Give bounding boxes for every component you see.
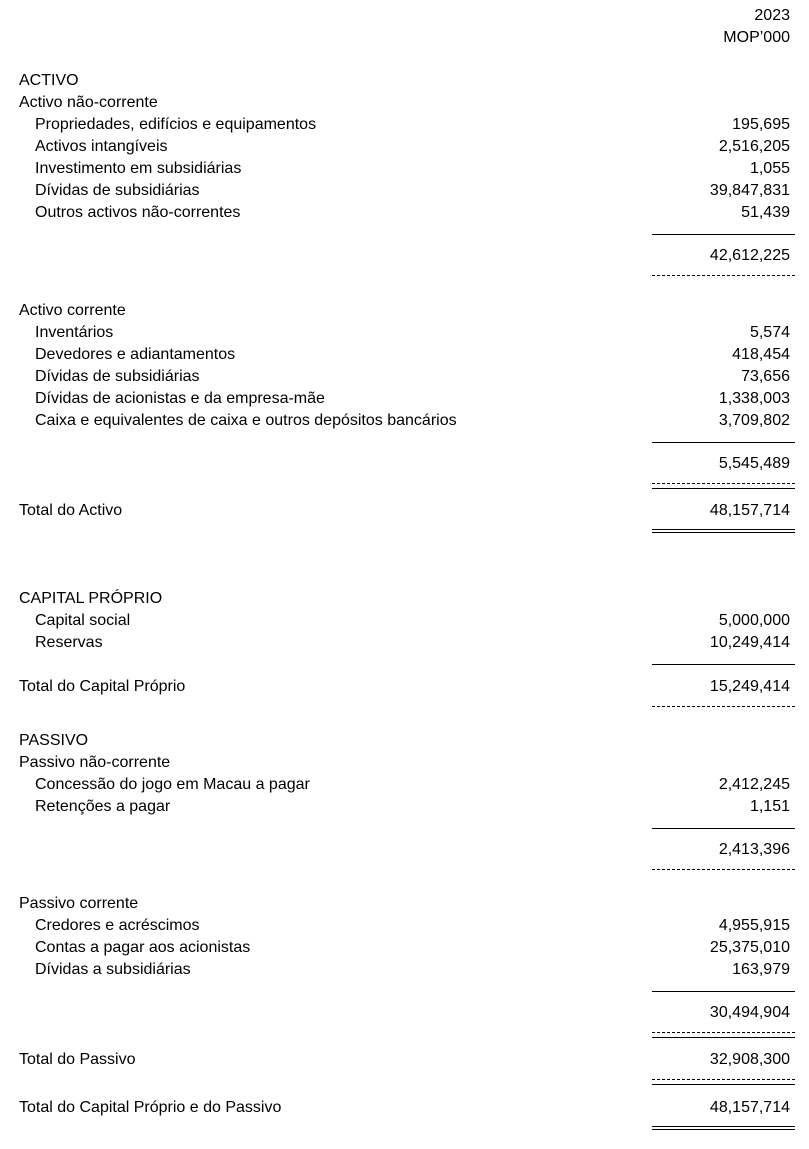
total-equity-label: Total do Capital Próprio — [19, 678, 186, 695]
subsection-heading-non-current-assets — [0, 92, 809, 114]
row-value: 1,338,003 — [718, 390, 790, 407]
row-value: 3,709,802 — [718, 412, 790, 429]
row-label: Reservas — [35, 634, 103, 651]
non-current-assets-title: Activo não-corrente — [19, 94, 158, 111]
equity-title: CAPITAL PRÓPRIO — [19, 590, 163, 607]
row-value: 2,516,205 — [718, 138, 790, 155]
subtotal-row-current-assets — [0, 453, 809, 475]
dashed-rule — [652, 869, 795, 870]
dashed-rule — [652, 483, 795, 484]
total-liabilities-value: 32,908,300 — [709, 1051, 790, 1068]
row-value: 418,454 — [732, 346, 790, 363]
table-row — [0, 915, 809, 937]
grand-total-label: Total do Capital Próprio e do Passivo — [19, 1099, 282, 1116]
row-value: 5,574 — [749, 324, 790, 341]
row-value: 51,439 — [741, 204, 790, 221]
table-row — [0, 366, 809, 388]
non-current-liabilities-title: Passivo não-corrente — [19, 754, 171, 771]
row-value: 1,055 — [749, 160, 790, 177]
row-label: Retenções a pagar — [35, 798, 171, 815]
table-row — [0, 180, 809, 202]
total-rule — [652, 488, 795, 489]
row-value: 2,412,245 — [718, 776, 790, 793]
liabilities-title: PASSIVO — [19, 732, 89, 749]
total-row-equity — [0, 676, 809, 698]
total-liabilities-label: Total do Passivo — [19, 1051, 136, 1068]
grand-total-row — [0, 1097, 809, 1119]
total-rule — [652, 1084, 795, 1085]
table-row — [0, 344, 809, 366]
year-header: 2023 — [754, 7, 790, 24]
table-row — [0, 796, 809, 818]
double-rule — [652, 1126, 795, 1130]
grand-total-value: 48,157,714 — [709, 1099, 790, 1116]
subtotal-row-non-current-liabilities — [0, 839, 809, 861]
row-label: Activos intangíveis — [35, 138, 168, 155]
row-label: Outros activos não-correntes — [35, 204, 241, 221]
table-row — [0, 937, 809, 959]
row-label: Propriedades, edifícios e equipamentos — [35, 116, 317, 133]
table-row — [0, 114, 809, 136]
subtotal-value: 5,545,489 — [718, 455, 790, 472]
double-rule — [652, 529, 795, 533]
row-label: Devedores e adiantamentos — [35, 346, 236, 363]
row-value: 195,695 — [732, 116, 790, 133]
table-row — [0, 774, 809, 796]
dashed-rule — [652, 275, 795, 276]
total-assets-value: 48,157,714 — [709, 502, 790, 519]
subtotal-value: 42,612,225 — [709, 247, 790, 264]
dashed-rule — [652, 1079, 795, 1080]
row-label: Dívidas de subsidiárias — [35, 368, 200, 385]
dashed-rule — [652, 1032, 795, 1033]
total-equity-value: 15,249,414 — [709, 678, 790, 695]
row-value: 4,955,915 — [718, 917, 790, 934]
row-value: 163,979 — [732, 961, 790, 978]
subsection-heading-non-current-liabilities — [0, 752, 809, 774]
row-label: Capital social — [35, 612, 131, 629]
table-row — [0, 410, 809, 432]
row-label: Investimento em subsidiárias — [35, 160, 242, 177]
assets-title: ACTIVO — [19, 72, 79, 89]
subtotal-rule — [652, 234, 795, 235]
table-row — [0, 388, 809, 410]
row-label: Dívidas de subsidiárias — [35, 182, 200, 199]
subtotal-rule — [652, 442, 795, 443]
table-row — [0, 959, 809, 981]
subtotal-rule — [652, 991, 795, 992]
table-row — [0, 632, 809, 654]
table-row — [0, 202, 809, 224]
row-value: 25,375,010 — [709, 939, 790, 956]
section-heading-assets — [0, 70, 809, 92]
total-assets-label: Total do Activo — [19, 502, 123, 519]
current-liabilities-title: Passivo corrente — [19, 895, 139, 912]
table-row — [0, 136, 809, 158]
column-header — [723, 5, 790, 49]
table-row — [0, 158, 809, 180]
section-heading-liabilities — [0, 730, 809, 752]
row-value: 39,847,831 — [709, 182, 790, 199]
row-label: Inventários — [35, 324, 114, 341]
subtotal-rule — [652, 828, 795, 829]
total-row-liabilities — [0, 1049, 809, 1071]
row-label: Dívidas a subsidiárias — [35, 961, 191, 978]
row-label: Credores e acréscimos — [35, 917, 200, 934]
row-value: 73,656 — [741, 368, 790, 385]
subsection-heading-current-liabilities — [0, 893, 809, 915]
subtotal-row-non-current-assets — [0, 245, 809, 267]
table-row — [0, 322, 809, 344]
dashed-rule — [652, 706, 795, 707]
table-row — [0, 610, 809, 632]
subtotal-value: 30,494,904 — [709, 1004, 790, 1021]
row-label: Concessão do jogo em Macau a pagar — [35, 776, 310, 793]
row-value: 10,249,414 — [709, 634, 790, 651]
row-value: 1,151 — [749, 798, 790, 815]
row-label: Caixa e equivalentes de caixa e outros depósitos bancários — [35, 412, 457, 429]
subtotal-row-current-liabilities — [0, 1002, 809, 1024]
subtotal-value: 2,413,396 — [718, 841, 790, 858]
total-row-assets — [0, 500, 809, 522]
row-value: 5,000,000 — [718, 612, 790, 629]
subtotal-rule — [652, 664, 795, 665]
subsection-heading-current-assets — [0, 300, 809, 322]
unit-header: MOP’000 — [723, 29, 790, 46]
section-heading-equity — [0, 588, 809, 610]
row-label: Dívidas de acionistas e da empresa-mãe — [35, 390, 325, 407]
row-label: Contas a pagar aos acionistas — [35, 939, 251, 956]
total-rule — [652, 1037, 795, 1038]
current-assets-title: Activo corrente — [19, 302, 126, 319]
